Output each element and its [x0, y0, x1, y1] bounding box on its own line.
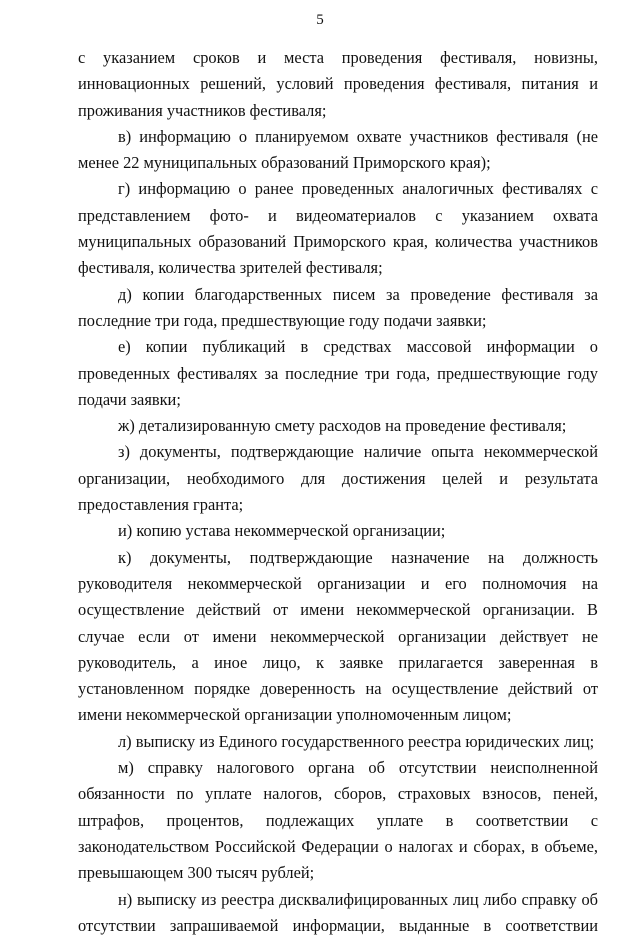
paragraph-item-l: л) выписку из Единого государственного реестра юридических лиц;	[78, 729, 598, 755]
paragraph-item-m: м) справку налогового органа об отсутствии неисполненной обязанности по уплате налогов, сборов, страховых взносов, пеней, штрафов, процентов, подлежащих уплате в соответствии с законодательством Российской Федерации о налогах и сборах, в объеме, превышающем 300 тысяч рублей;	[78, 755, 598, 886]
paragraph-festival-details: с указанием сроков и места проведения фестиваля, новизны, инновационных решений, условий проведения фестиваля, питания и проживания участников фестиваля;	[78, 45, 598, 124]
paragraph-item-e: е) копии публикаций в средствах массовой информации о проведенных фестивалях за последние три года, предшествующие году подачи заявки;	[78, 334, 598, 413]
page-number: 5	[0, 10, 640, 30]
paragraph-item-i: и) копию устава некоммерческой организации;	[78, 518, 598, 544]
paragraph-item-z: з) документы, подтверждающие наличие опыта некоммерческой организации, необходимого для достижения целей и результата предоставления гранта;	[78, 439, 598, 518]
paragraph-item-n: н) выписку из реестра дисквалифицированных лиц либо справку об отсутствии запрашиваемой информации, выданные в соответствии	[78, 887, 598, 939]
paragraph-item-k: к) документы, подтверждающие назначение на должность руководителя некоммерческой организации и его полномочия на осуществление действий от имени некоммерческой организации. В случае если от имени некоммерческой организации действует не руководитель, а иное лицо, к заявке прилагается заверенная в установленном порядке доверенность на осуществление действий от имени некоммерческой организации уполномоченным лицом;	[78, 545, 598, 729]
paragraph-item-v: в) информацию о планируемом охвате участников фестиваля (не менее 22 муниципальных образований Приморского края);	[78, 124, 598, 177]
document-body	[78, 45, 598, 939]
paragraph-item-zh: ж) детализированную смету расходов на проведение фестиваля;	[78, 413, 598, 439]
paragraph-item-d: д) копии благодарственных писем за проведение фестиваля за последние три года, предшествующие году подачи заявки;	[78, 282, 598, 335]
paragraph-item-g: г) информацию о ранее проведенных аналогичных фестивалях с представлением фото- и видеоматериалов с указанием охвата муниципальных образований Приморского края, количества участников фестиваля, количества зрителей фестиваля;	[78, 176, 598, 281]
